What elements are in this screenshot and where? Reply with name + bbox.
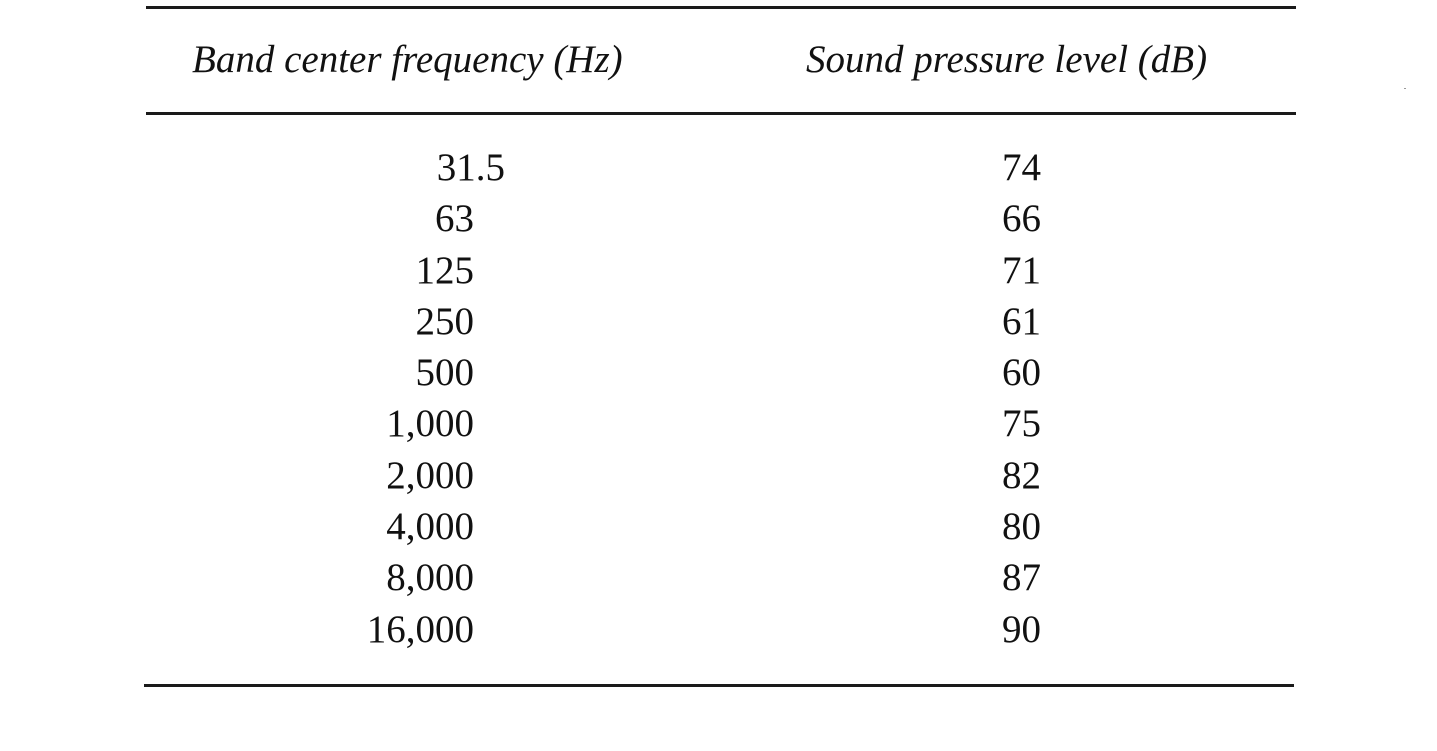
table-top-rule bbox=[146, 6, 1296, 9]
frequency-cell: 125 bbox=[415, 248, 474, 292]
spl-cell: 71 bbox=[1002, 248, 1041, 292]
frequency-cell: 500 bbox=[415, 351, 474, 395]
table-header-rule bbox=[146, 112, 1296, 115]
table-row bbox=[0, 398, 1437, 449]
spl-cell: 74 bbox=[1002, 146, 1041, 189]
table-row bbox=[0, 552, 1437, 603]
frequency-cell: 16,000 bbox=[366, 607, 474, 651]
frequency-cell: 2,000 bbox=[386, 453, 474, 497]
spl-cell: 75 bbox=[1002, 402, 1041, 446]
table-row bbox=[0, 142, 1437, 193]
header-band-center-frequency: Band center frequency (Hz) bbox=[192, 38, 623, 81]
table-row bbox=[0, 450, 1437, 501]
table-bottom-rule bbox=[144, 684, 1294, 687]
spl-cell: 66 bbox=[1002, 197, 1041, 241]
spl-cell: 90 bbox=[1002, 607, 1041, 651]
table-body bbox=[0, 142, 1437, 655]
table-row bbox=[0, 193, 1437, 244]
frequency-cell: 63 bbox=[435, 197, 474, 241]
scan-speck bbox=[1404, 88, 1406, 89]
table-row bbox=[0, 501, 1437, 552]
table-row bbox=[0, 245, 1437, 296]
table-row bbox=[0, 604, 1437, 655]
header-sound-pressure-level: Sound pressure level (dB) bbox=[806, 38, 1208, 81]
spl-cell: 60 bbox=[1002, 351, 1041, 395]
spl-cell: 61 bbox=[1002, 299, 1041, 343]
table-row bbox=[0, 347, 1437, 398]
spl-cell: 80 bbox=[1002, 505, 1041, 549]
frequency-cell: 250 bbox=[415, 299, 474, 343]
frequency-cell: 8,000 bbox=[386, 556, 474, 600]
spl-cell: 82 bbox=[1002, 453, 1041, 497]
frequency-cell: 4,000 bbox=[386, 505, 474, 549]
table-row bbox=[0, 296, 1437, 347]
spl-cell: 87 bbox=[1002, 556, 1041, 600]
frequency-cell: 1,000 bbox=[386, 402, 474, 446]
frequency-cell: 31.5 bbox=[436, 146, 505, 189]
